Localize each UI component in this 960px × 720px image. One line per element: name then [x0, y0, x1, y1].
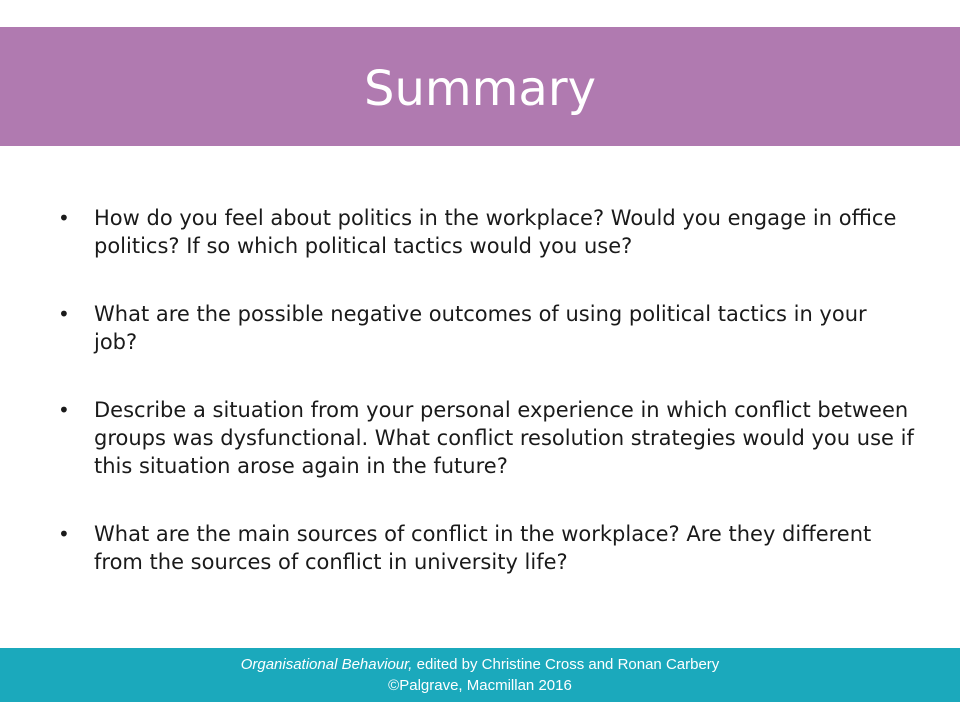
bullet-marker: •: [58, 206, 70, 230]
slide-title: Summary: [364, 61, 596, 117]
bullet-text: What are the main sources of conflict in the workplace? Are they different from the sources of conflict in university life?: [94, 522, 872, 574]
bullet-marker: •: [58, 522, 70, 546]
bullet-text: How do you feel about politics in the workplace? Would you engage in office politics? If so which political tactics would you use?: [94, 206, 897, 258]
bullet-item: [56, 204, 916, 260]
footer-copyright: ©Palgrave, Macmillan 2016: [388, 677, 572, 694]
bullet-list: [56, 204, 916, 616]
bullet-text: Describe a situation from your personal experience in which conflict between groups was dysfunctional. What conflict resolution strategies would you use if this situation arose again in the future?: [94, 398, 914, 478]
footer-citation: [0, 654, 960, 675]
bullet-marker: •: [58, 302, 70, 326]
bullet-item: [56, 520, 916, 576]
footer-editors: edited by Christine Cross and Ronan Carbery: [412, 656, 720, 673]
bullet-item: [56, 396, 916, 480]
footer-book-title: Organisational Behaviour,: [240, 656, 413, 673]
bullet-text: What are the possible negative outcomes of using political tactics in your job?: [94, 302, 867, 354]
bullet-item: [56, 300, 916, 356]
footer-band: [0, 648, 960, 702]
bullet-marker: •: [58, 398, 70, 422]
